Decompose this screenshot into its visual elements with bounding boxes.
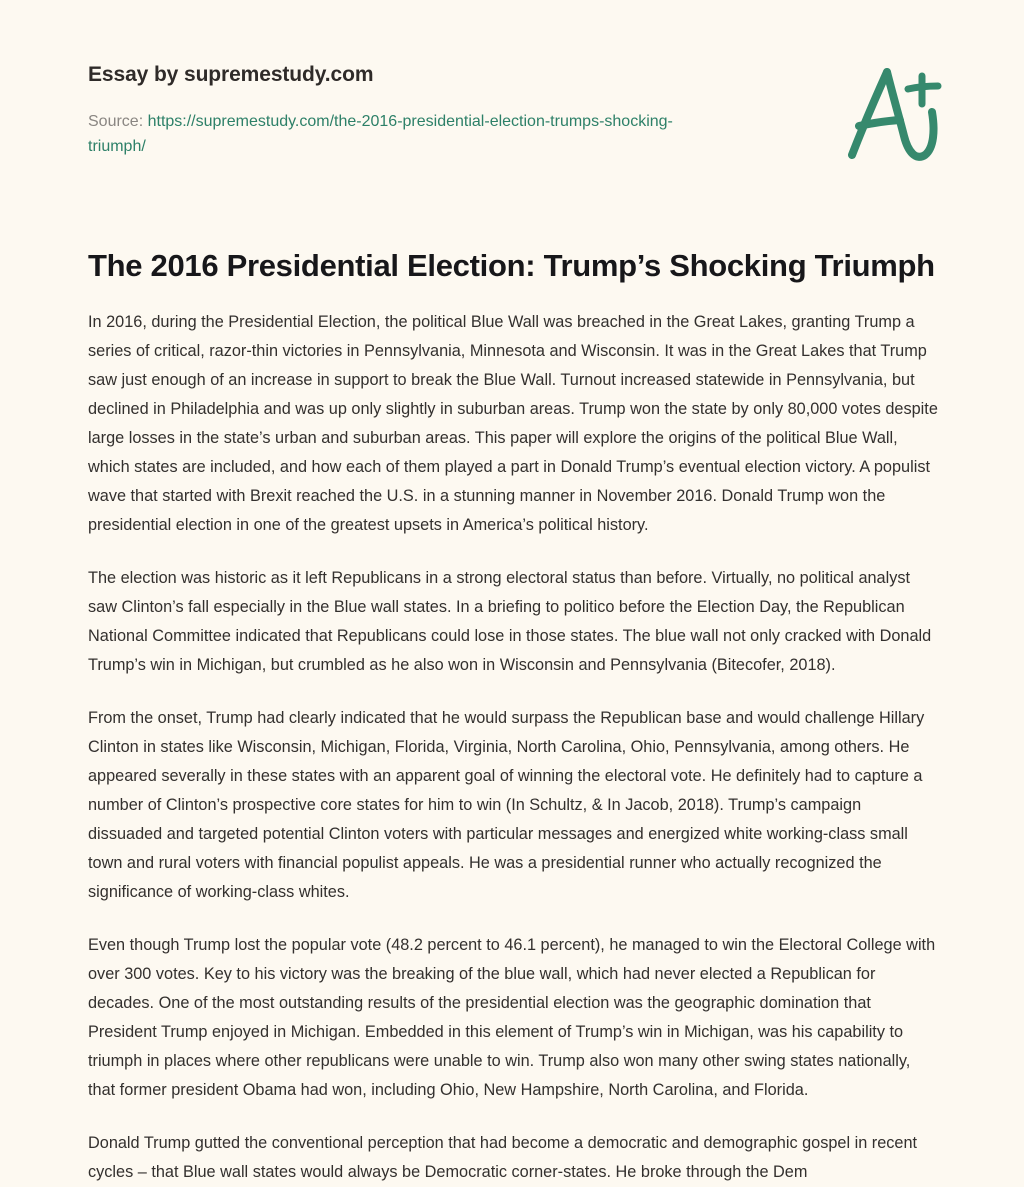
paragraph: Donald Trump gutted the conventional perception that had become a democratic and demographic gospel in recent cycles – that Blue wall states would always be Democratic corner-states. He broke through the Dem <box>88 1134 918 1182</box>
supremestudy-logo <box>834 62 952 174</box>
source-label: Source: <box>88 113 148 131</box>
paragraph: The election was historic as it left Republicans in a strong electoral status than before. Virtually, no political analyst saw Clinton’s fall especially in the Blue wall states. In a briefing to politico before the Election Day, the Republican National Committee indicated that Republicans could lose in those states. The blue wall not only cracked with Donald Trump’s win in Michigan, but crumbled as he also won in Wisconsin and Pennsylvania (Bitecofer, 2018). <box>88 569 932 675</box>
article-paragraphs <box>88 308 938 1187</box>
paragraph: Even though Trump lost the popular vote (48.2 percent to 46.1 percent), he managed to win the Electoral College with over 300 votes. Key to his victory was the breaking of the blue wall, which had never elected a Republican for decades. One of the most outstanding results of the presidential election was the geographic domination that President Trump enjoyed in Michigan. Embedded in this element of Trump’s win in Michigan, was his capability to triumph in places where other republicans were unable to win. Trump also won many other swing states nationally, that former president Obama had won, including Ohio, New Hampshire, North Carolina, and Florida. <box>88 936 936 1100</box>
source-url-link[interactable]: https://supremestudy.com/the-2016-presidential-election-trumps-shocking-triumph/ <box>88 113 673 156</box>
source-line <box>88 110 728 160</box>
a-plus-logo-icon <box>834 62 952 174</box>
paragraph: From the onset, Trump had clearly indicated that he would surpass the Republican base and would challenge Hillary Clinton in states like Wisconsin, Michigan, Florida, Virginia, North Carolina, Ohio, Pennsylvania, among others. He appeared severally in these states with an apparent goal of winning the electoral vote. He definitely had to capture a number of Clinton’s prospective core states for him to win (In Schultz, & In Jacob, 2018). Trump’s campaign dissuaded and targeted potential Clinton voters with particular messages and energized white working-class small town and rural voters with financial populist appeals. He was a presidential runner who actually recognized the significance of working-class whites. <box>88 709 925 902</box>
page-title: The 2016 Presidential Election: Trump’s Shocking Triumph <box>88 248 935 283</box>
paragraph: In 2016, during the Presidential Election, the political Blue Wall was breached in the Great Lakes, granting Trump a series of critical, razor-thin victories in Pennsylvania, Minnesota and Wisconsin. It was in the Great Lakes that Trump saw just enough of an increase in support to break the Blue Wall. Turnout increased statewide in Pennsylvania, but declined in Philadelphia and was up only slightly in suburban areas. Trump won the state by only 80,000 votes despite large losses in the state’s urban and suburban areas. This paper will explore the origins of the political Blue Wall, which states are included, and how each of them played a part in Donald Trump’s eventual election victory. A populist wave that started with Brexit reached the U.S. in a stunning manner in November 2016. Donald Trump won the presidential election in one of the greatest upsets in America’s political history. <box>88 313 938 535</box>
site-byline: Essay by supremestudy.com <box>88 63 374 86</box>
article-body <box>88 247 938 1187</box>
